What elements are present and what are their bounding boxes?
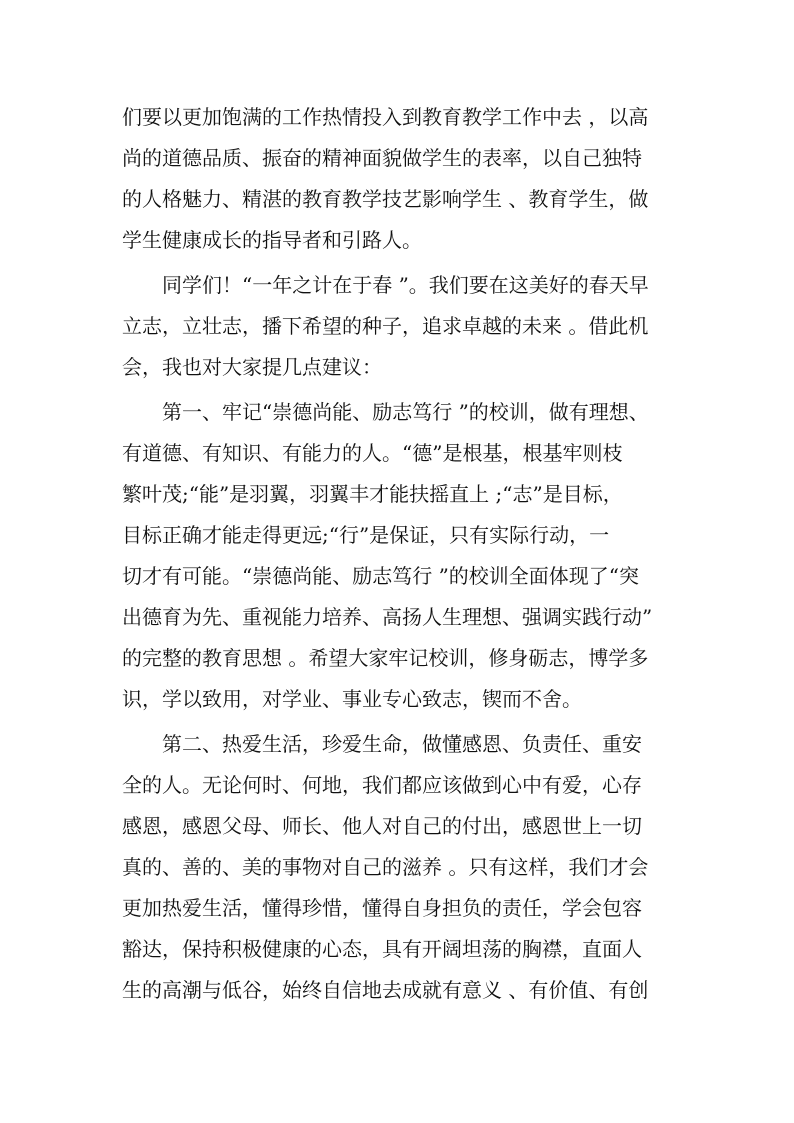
text-line: 的人格魅力、精湛的教育教学技艺影响学生 、教育学生，做	[122, 187, 649, 211]
text-line: 的完整的教育思想 。希望大家牢记校训，修身砺志，博学多	[122, 646, 649, 670]
paragraph-2	[122, 265, 682, 388]
text-line: 出德育为先、重视能力培养、高扬人生理想、强调实践行动”	[122, 605, 653, 629]
text-line: 立志，立壮志，播下希望的种子，追求卓越的未来 。借此机	[122, 314, 649, 338]
text-line: 学生健康成长的指导者和引路人。	[122, 228, 422, 252]
text-line: 第一、牢记“崇德尚能、励志笃行 ”的校训，做有理想、	[122, 400, 649, 424]
text-line: 更加热爱生活，懂得珍惜，懂得自身担负的责任，学会包容	[122, 896, 642, 920]
text-line: 识，学以致用，对学业、事业专心致志，锲而不舍。	[122, 687, 582, 711]
text-line: 有道德、有知识、有能力的人。“德”是根基，根基牢则枝	[122, 441, 623, 465]
text-line: 第二、热爱生活，珍爱生命，做懂感恩、负责任、重安	[122, 732, 642, 756]
paragraph-3	[122, 392, 682, 720]
document-page	[122, 97, 682, 1011]
text-line: 同学们！“一年之计在于春 ”。我们要在这美好的春天早	[122, 273, 649, 297]
text-line: 感恩，感恩父母、师长、他人对自己的付出，感恩世上一切	[122, 814, 642, 838]
text-line: 真的、善的、美的事物对自己的滋养 。只有这样，我们才会	[122, 855, 649, 879]
paragraph-1	[122, 97, 682, 261]
paragraph-4	[122, 724, 682, 1011]
text-line: 豁达，保持积极健康的心态，具有开阔坦荡的胸襟，直面人	[122, 937, 642, 961]
text-line: 切才有可能。“崇德尚能、励志笃行 ”的校训全面体现了“突	[122, 564, 640, 588]
text-line: 尚的道德品质、振奋的精神面貌做学生的表率，以自己独特	[122, 146, 642, 170]
text-line: 全的人。无论何时、何地，我们都应该做到心中有爱，心存	[122, 773, 642, 797]
text-line: 会，我也对大家提几点建议：	[122, 355, 382, 379]
text-line: 目标正确才能走得更远;“行”是保证，只有实际行动，一	[122, 523, 610, 547]
text-line: 生的高潮与低谷，始终自信地去成就有意义 、有价值、有创	[122, 978, 649, 1002]
text-line: 繁叶茂;“能”是羽翼，羽翼丰才能扶摇直上 ;“志”是目标，	[122, 482, 623, 506]
text-line: 们要以更加饱满的工作热情投入到教育教学工作中去 ，以高	[122, 105, 649, 129]
